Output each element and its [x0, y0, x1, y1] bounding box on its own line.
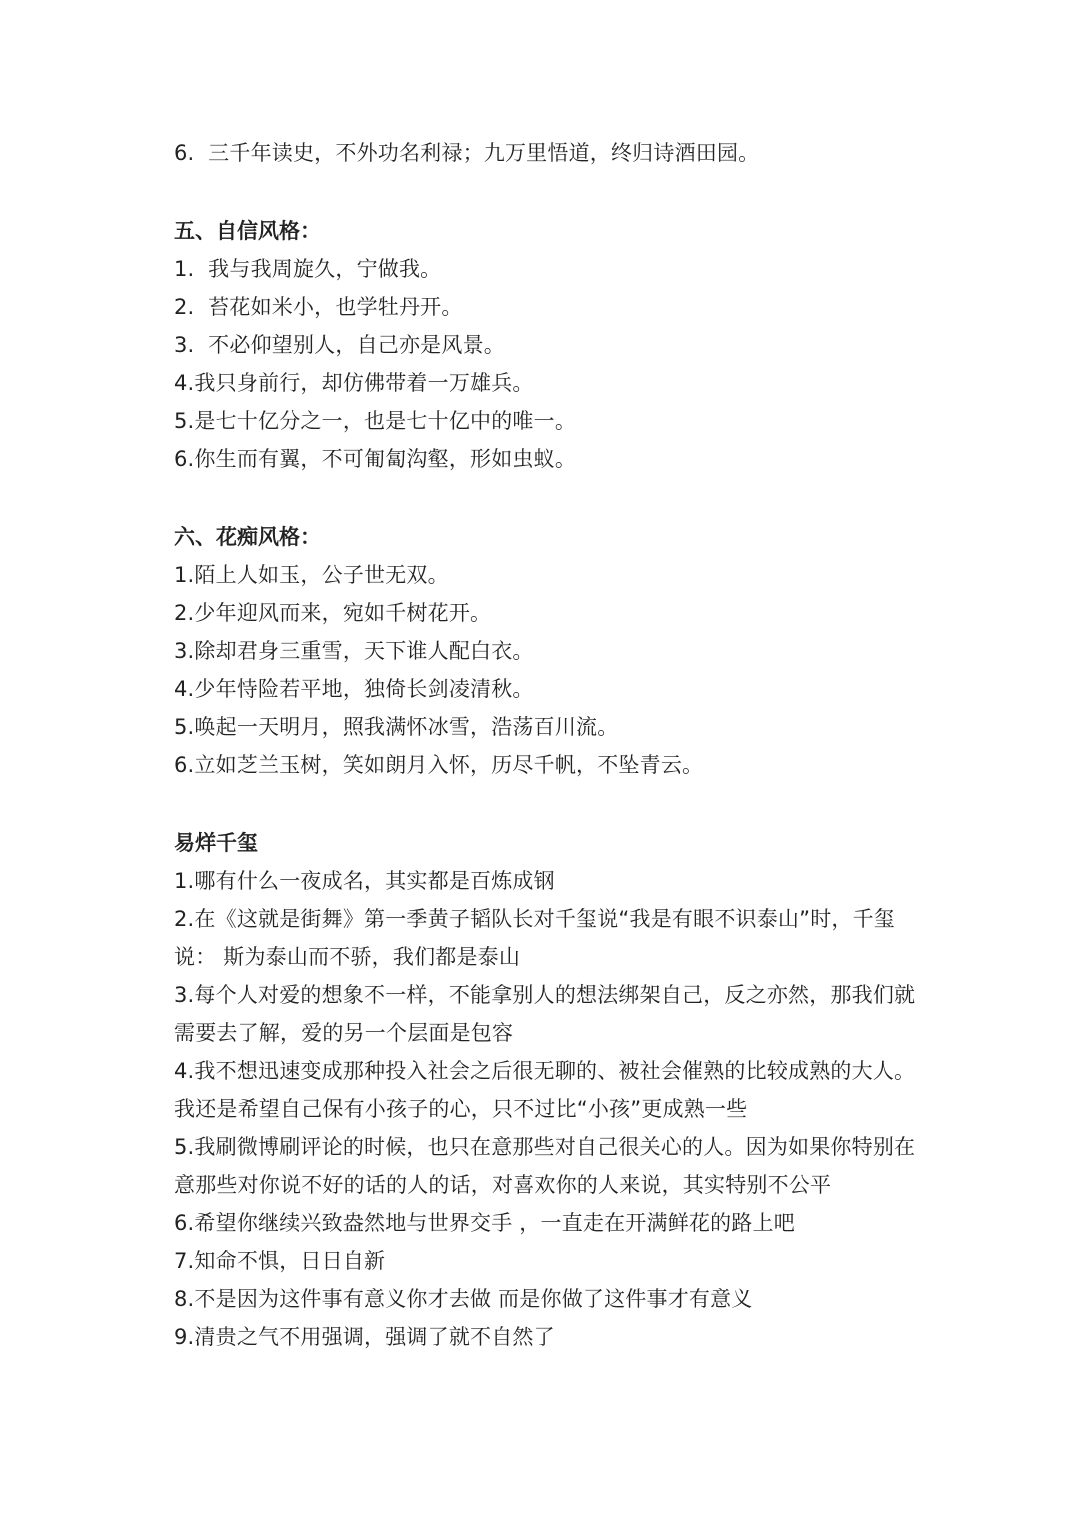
section-jackson-yee — [174, 824, 934, 1356]
list-item: 2.在《这就是街舞》第一季黄子韬队长对千玺说“我是有眼不识泰山”时，千玺说： 斯为泰山而不骄，我们都是泰山 — [174, 907, 895, 969]
list-item: 1.陌上人如玉，公子世无双。 — [174, 563, 449, 587]
section-heading: 五、自信风格： — [174, 219, 321, 243]
section-heading: 六、花痴风格： — [174, 525, 321, 549]
list-item: 8.不是因为这件事有意义你才去做 而是你做了这件事才有意义 — [174, 1287, 753, 1311]
section-heading: 易烊千玺 — [174, 831, 258, 855]
spacer — [174, 784, 934, 824]
list-item: 5.是七十亿分之一，也是七十亿中的唯一。 — [174, 409, 577, 433]
list-item: 3.除却君身三重雪，天下谁人配白衣。 — [174, 639, 534, 663]
spacer — [174, 172, 934, 212]
list-item: 6.希望你继续兴致盎然地与世界交手 ，一直走在开满鲜花的路上吧 — [174, 1211, 795, 1235]
list-item: 3.每个人对爱的想象不一样，不能拿别人的想法绑架自己，反之亦然，那我们就需要去了解，爱的另一个层面是包容 — [174, 983, 916, 1045]
list-item: 6.你生而有翼，不可匍匐沟壑，形如虫蚁。 — [174, 447, 577, 471]
list-item: 2. 苔花如米小，也学牡丹开。 — [174, 295, 463, 319]
list-item: 2.少年迎风而来，宛如千树花开。 — [174, 601, 492, 625]
list-item: 7.知命不惧，日日自新 — [174, 1249, 386, 1273]
list-item: 1.哪有什么一夜成名，其实都是百炼成钢 — [174, 869, 555, 893]
list-item: 4.我只身前行，却仿佛带着一万雄兵。 — [174, 371, 534, 395]
list-item: 3. 不必仰望别人，自己亦是风景。 — [174, 333, 505, 357]
list-item: 5.唤起一天明月，照我满怀冰雪，浩荡百川流。 — [174, 715, 619, 739]
list-item: 9.清贵之气不用强调，强调了就不自然了 — [174, 1325, 555, 1349]
section-confidence — [174, 212, 934, 478]
list-item: 1. 我与我周旋久，宁做我。 — [174, 257, 442, 281]
document-body — [174, 134, 934, 1356]
list-item: 5.我刷微博刷评论的时候，也只在意那些对自己很关心的人。因为如果你特别在意那些对你说不好的话的人的话，对喜欢你的人来说，其实特别不公平 — [174, 1135, 916, 1197]
section-admiration — [174, 518, 934, 784]
spacer — [174, 478, 934, 518]
list-item: 6.立如芝兰玉树，笑如朗月入怀，历尽千帆，不坠青云。 — [174, 753, 704, 777]
list-item: 4.少年恃险若平地，独倚长剑凌清秋。 — [174, 677, 534, 701]
intro-line: 6. 三千年读史，不外功名利禄；九万里悟道，终归诗酒田园。 — [174, 141, 760, 165]
list-item: 4.我不想迅速变成那种投入社会之后很无聊的、被社会催熟的比较成熟的大人。我还是希望自己保有小孩子的心，只不过比“小孩”更成熟一些 — [174, 1059, 916, 1121]
